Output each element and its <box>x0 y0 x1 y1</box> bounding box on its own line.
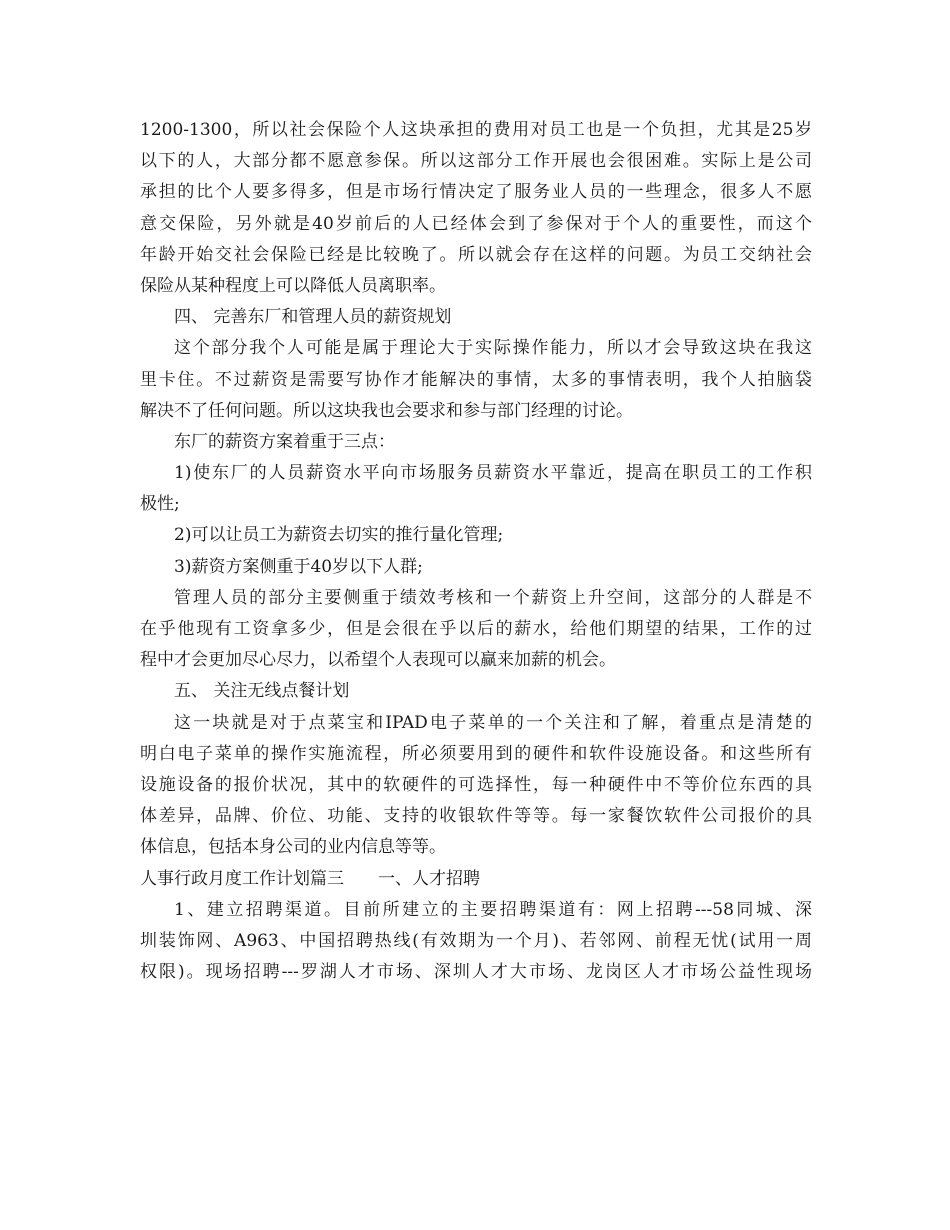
paragraph-line: 解决不了任何问题。所以这块我也会要求和参与部门经理的讨论。 <box>140 400 633 421</box>
paragraph-line: 东厂的薪资方案着重于三点： <box>174 431 395 452</box>
paragraph-line: 在乎他现有工资拿多少，但是会很在乎以后的薪水，给他们期望的结果，工作的过 <box>140 619 812 639</box>
paragraph-line: 意交保险，另外就是40岁前后的人已经体会到了参保对于个人的重要性，而这个 <box>140 213 812 234</box>
section-heading: 四、 完善东厂和管理人员的薪资规划 <box>174 307 452 328</box>
paragraph-line: 1200-1300，所以社会保险个人这块承担的费用对员工也是一个负担，尤其是25岁 <box>140 120 812 140</box>
paragraph-line: 明白电子菜单的操作实施流程，所必须要用到的硬件和软件设施设备。和这些所有 <box>140 743 812 764</box>
paragraph-line: 以下的人，大部分都不愿意参保。所以这部分工作开展也会很困难。实际上是公司 <box>140 151 812 172</box>
list-item: 3)薪资方案侧重于40岁以下人群; <box>174 556 423 577</box>
paragraph-line: 保险从某种程度上可以降低人员离职率。 <box>140 275 446 296</box>
document-body <box>140 115 812 988</box>
paragraph-line: 管理人员的部分主要侧重于绩效考核和一个薪资上升空间，这部分的人群是不 <box>174 587 812 608</box>
paragraph-line: 这个部分我个人可能是属于理论大于实际操作能力，所以才会导致这块在我这 <box>174 338 812 359</box>
list-item: 极性; <box>140 494 180 515</box>
paragraph-line: 年龄开始交社会保险已经是比较晚了。所以就会存在这样的问题。为员工交纳社会 <box>140 244 812 265</box>
paragraph-line: 承担的比个人要多得多，但是市场行情决定了服务业人员的一些理念，很多人不愿 <box>140 182 812 203</box>
document-heading: 人事行政月度工作计划篇三 一、人才招聘 <box>140 868 480 889</box>
paragraph-line: 圳装饰网、A963、中国招聘热线(有效期为一个月)、若邻网、前程无忧(试用一周 <box>140 930 812 951</box>
list-item: 1)使东厂的人员薪资水平向市场服务员薪资水平靠近，提高在职员工的工作积 <box>174 463 812 484</box>
list-item: 2)可以让员工为薪资去切实的推行量化管理; <box>174 525 504 546</box>
paragraph-line: 权限)。现场招聘---罗湖人才市场、深圳人才大市场、龙岗区人才市场公益性现场 <box>140 962 812 983</box>
paragraph-line: 体差异，品牌、价位、功能、支持的收银软件等等。每一家餐饮软件公司报价的具 <box>140 806 812 827</box>
paragraph-line: 1、建立招聘渠道。目前所建立的主要招聘渠道有：网上招聘---58同城、深 <box>174 899 812 920</box>
paragraph-line: 设施设备的报价状况，其中的软硬件的可选择性，每一种硬件中不等价位东西的具 <box>140 774 812 795</box>
paragraph-line: 体信息，包括本身公司的业内信息等等。 <box>140 837 446 858</box>
paragraph-line: 程中才会更加尽心尽力，以希望个人表现可以赢来加薪的机会。 <box>140 650 616 671</box>
section-heading: 五、 关注无线点餐计划 <box>174 681 350 702</box>
paragraph-line: 里卡住。不过薪资是需要写协作才能解决的事情，太多的事情表明，我个人拍脑袋 <box>140 369 812 390</box>
paragraph-line: 这一块就是对于点菜宝和IPAD电子菜单的一个关注和了解，着重点是清楚的 <box>174 712 812 733</box>
